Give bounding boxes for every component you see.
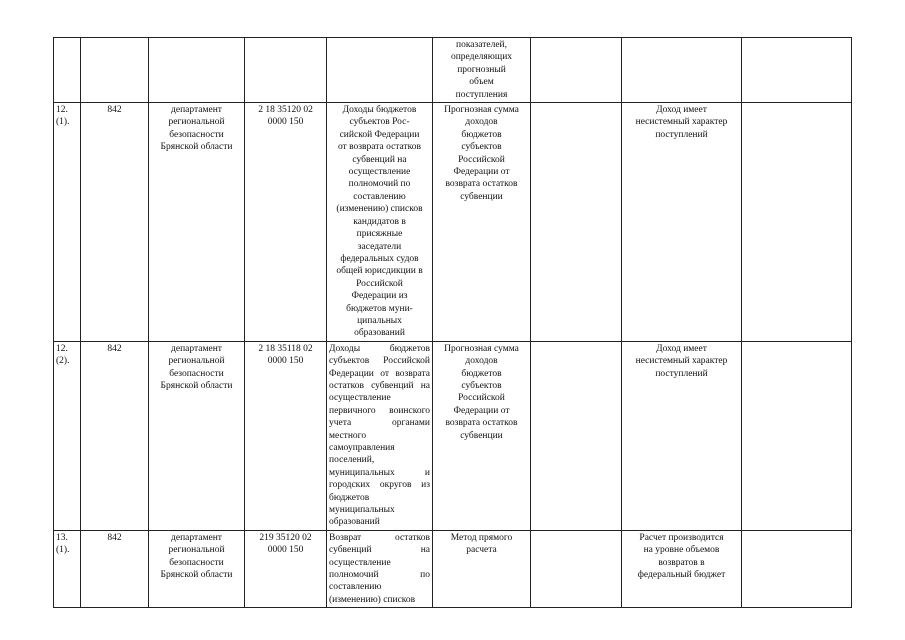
table-row xyxy=(54,530,852,607)
row-number-cell: 12. (2). xyxy=(54,341,81,530)
admin-code-cell xyxy=(81,38,149,103)
revenue-forecast-table xyxy=(53,37,852,608)
table-row xyxy=(54,341,852,530)
department-cell: департамент региональной безопасности Брянской области xyxy=(149,530,245,607)
algorithm-cell xyxy=(622,38,742,103)
notes-cell xyxy=(742,530,852,607)
admin-code-cell: 842 xyxy=(81,103,149,342)
algorithm-cell: Доход имеет несистемный характер поступлений xyxy=(622,103,742,342)
revenue-name-cell: Доходы бюджетов субъектов Российской Федерации от возврата остатков субвенций на осуществление первичного воинского учета органами местного самоуправления поселений, муниципальных и городских округов из бюджетов муниципальных образований xyxy=(327,341,433,530)
budget-code-cell: 219 35120 02 0000 150 xyxy=(245,530,327,607)
revenue-name-cell: Доходы бюджетов субъектов Рос- сийской Федерации от возврата остатков субвенций на осуществление полномочий по составлению (изменению) списков кандидатов в присяжные заседатели федеральных судов общей юрисдикции в Российской Федерации из бюджетов муни- ципальных образований xyxy=(327,103,433,342)
notes-cell xyxy=(742,103,852,342)
notes-cell xyxy=(742,341,852,530)
admin-code-cell: 842 xyxy=(81,341,149,530)
admin-code-cell: 842 xyxy=(81,530,149,607)
algorithm-cell: Доход имеет несистемный характер поступлений xyxy=(622,341,742,530)
calculation-method-cell: показателей, определяющих прогнозный объем поступления xyxy=(433,38,531,103)
department-cell: департамент региональной безопасности Брянской области xyxy=(149,341,245,530)
row-number-cell xyxy=(54,38,81,103)
table-row xyxy=(54,38,852,103)
calculation-method-cell: Метод прямого расчета xyxy=(433,530,531,607)
formula-cell xyxy=(531,103,622,342)
algorithm-cell: Расчет производится на уровне объемов возвратов в федеральный бюджет xyxy=(622,530,742,607)
department-cell: департамент региональной безопасности Брянской области xyxy=(149,103,245,342)
revenue-name-cell: Возврат остатков субвенций на осуществление полномочий по составлению (изменению) списков xyxy=(327,530,433,607)
department-cell xyxy=(149,38,245,103)
budget-code-cell: 2 18 35118 02 0000 150 xyxy=(245,341,327,530)
calculation-method-cell: Прогнозная сумма доходов бюджетов субъектов Российской Федерации от возврата остатков субвенции xyxy=(433,341,531,530)
row-number-cell: 13. (1). xyxy=(54,530,81,607)
budget-code-cell: 2 18 35120 02 0000 150 xyxy=(245,103,327,342)
budget-code-cell xyxy=(245,38,327,103)
row-number-cell: 12. (1). xyxy=(54,103,81,342)
revenue-name-cell xyxy=(327,38,433,103)
formula-cell xyxy=(531,38,622,103)
calculation-method-cell: Прогнозная сумма доходов бюджетов субъектов Российской Федерации от возврата остатков субвенции xyxy=(433,103,531,342)
notes-cell xyxy=(742,38,852,103)
formula-cell xyxy=(531,530,622,607)
table-row xyxy=(54,103,852,342)
formula-cell xyxy=(531,341,622,530)
